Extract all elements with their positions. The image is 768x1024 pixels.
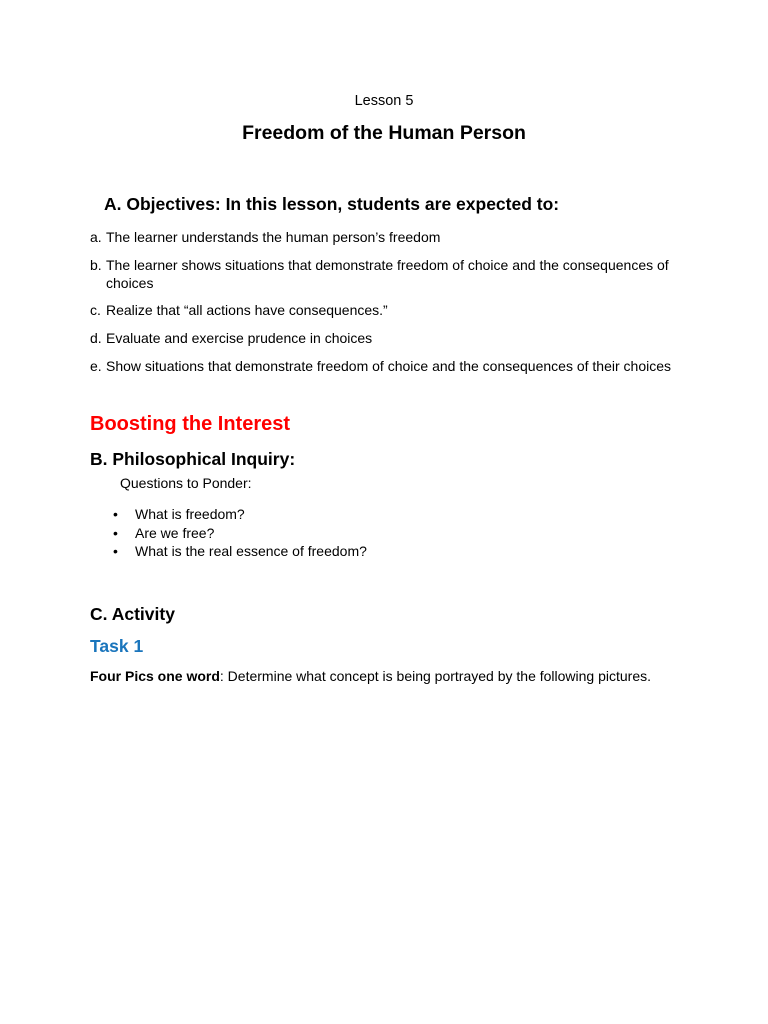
ponder-label: Questions to Ponder: xyxy=(120,475,252,491)
question-text: Are we free? xyxy=(135,524,215,541)
objective-text: Realize that “all actions have consequences.” xyxy=(106,302,388,318)
objective-marker: c. xyxy=(90,302,101,318)
objective-marker: a. xyxy=(90,229,102,245)
task-instruction-bold: Four Pics one word xyxy=(90,668,220,684)
activity-heading: C. Activity xyxy=(90,604,175,624)
bullet-icon: • xyxy=(113,543,118,560)
bullet-icon: • xyxy=(113,524,118,541)
question-text: What is the real essence of freedom? xyxy=(135,543,367,560)
bullet-icon: • xyxy=(113,506,118,522)
list-item xyxy=(113,542,367,561)
objectives-heading: A. Objectives: In this lesson, students are expected to: xyxy=(104,194,560,214)
task-instruction-text: : Determine what concept is being portrayed by the following pictures. xyxy=(219,668,652,684)
lesson-label: Lesson 5 xyxy=(354,93,414,109)
objective-marker: e. xyxy=(90,358,102,374)
task-instruction xyxy=(90,668,651,684)
list-item xyxy=(113,505,367,524)
objective-text: Show situations that demonstrate freedom of choice and the consequences of their choices xyxy=(106,358,672,374)
objective-marker: d. xyxy=(90,330,102,346)
objective-text: The learner understands the human person’s freedom xyxy=(106,229,441,245)
list-item xyxy=(113,524,367,543)
objective-marker: b. xyxy=(90,257,102,273)
objective-item xyxy=(90,357,686,375)
objective-text: Evaluate and exercise prudence in choices xyxy=(106,330,373,346)
objective-item xyxy=(90,329,686,347)
lesson-title: Freedom of the Human Person xyxy=(242,122,526,144)
objective-item xyxy=(90,301,686,319)
questions-list xyxy=(113,505,367,561)
question-text: What is freedom? xyxy=(135,506,245,522)
objective-item xyxy=(90,256,686,292)
objective-item xyxy=(90,228,686,246)
task-heading: Task 1 xyxy=(90,636,144,656)
inquiry-heading: B. Philosophical Inquiry: xyxy=(90,449,296,469)
objective-text: The learner shows situations that demonstrate freedom of choice and the consequences of choices xyxy=(106,257,669,291)
boosting-heading: Boosting the Interest xyxy=(90,413,291,435)
